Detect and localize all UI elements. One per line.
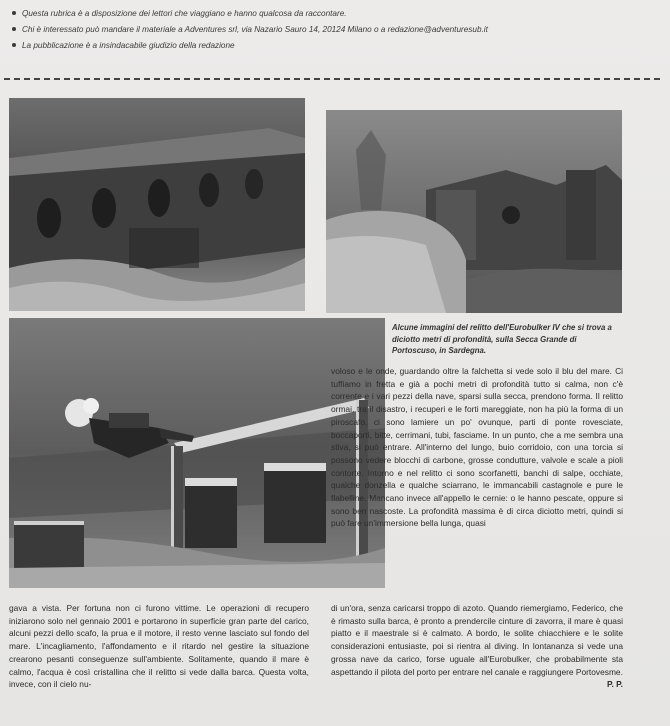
diver-wreck-photo <box>9 318 385 588</box>
article-bottom-left-column <box>9 602 309 691</box>
wreck-hull-photo <box>9 98 305 311</box>
bullet-icon <box>12 11 16 15</box>
note-item: La pubblicazione è a insindacabile giudizio della redazione <box>12 38 652 54</box>
article-right-column <box>331 365 623 530</box>
note-item: Questa rubrica è a disposizione dei lettori che viaggiano e hanno qualcosa da raccontare. <box>12 6 652 22</box>
wreck-debris-photo <box>326 110 622 313</box>
bullet-icon <box>12 27 16 31</box>
article-paragraph: gava a vista. Per fortuna non ci furono vittime. Le operazioni di recupero iniziarono solo nel gennaio 2001 e portarono in superficie gran parte del carico, alcuni pezzi dello scafo, la prua e il motore, il resto venne lasciato sul fondo del mare. L'incagliamento, l'affondamento e il ritardo nel gestire la situazione crearono pesanti conseguenze sull'ambiente. Solitamente, quando il mare è calmo, l'acqua è così cristallina che il relitto si vede dalla barca. Questa volta, invece, con il cielo nu- <box>9 603 309 690</box>
cut-line-divider <box>4 78 660 80</box>
article-paragraph: voloso e le onde, guardando oltre la falchetta si vede solo il blu del mare. Ci tuffiamo in fretta e già a pochi metri di profondità tutto si calma, non c'è corrente e i vari pezzi della nave, sparsi sulla secca, prendono forma. Il relitto ormai, tra il disastro, i recuperi e le forti mareggiate, non ha più la forma di un piroscafo, ci sono lamiere un po' ovunque, parti di ponte rovesciate, boccaporti, bitte, cerrimani, tubi, fasciame. In un punto, che a me sembra una stiva, si può entrare. All'interno del lungo, buio corridoio, con una torcia si possono vedere blocchi di carbone, grosse condutture, valvole e scale a pioli contorte. Intorno e nel relitto ci sono scorfanetti, banchi di salpe, occhiate, qualche donzella e qualche sciarrano, le immancabili castagnole e pure le flabelline. Mancano invece all'appello le cernie: o le hanno pescate, oppure si sono ben nascoste. La profondità massima è di circa diciotto metri, quindi si può fare un'immersione bella lunga, quasi <box>331 366 623 529</box>
bullet-icon <box>12 43 16 47</box>
submission-notes <box>12 6 652 54</box>
article-paragraph: di un'ora, senza caricarsi troppo di azoto. Quando riemergiamo, Federico, che è rimasto sulla barca, è pronto a prendercile cinture di zavorra, il mare è quasi piatto e il maestrale si è calmato. A bordo, le solite chiacchiere e le solite considerazioni entusiaste, poi si rientra al diving. In lontananza si vede una grossa nave da carico, forse uguale all'Eurobulker, che probabilmente sta aspettando il pilota del porto per entrare nel canale e raggiungere Portovesme. P. P. <box>331 603 623 690</box>
note-item: Chi è interessato può mandare il materiale a Adventures srl, via Nazario Sauro 14, 20124 Milano o a redazione@adventuresub.it <box>12 22 652 38</box>
article-bottom-right-column <box>331 602 623 691</box>
photo-caption: Alcune immagini del relitto dell'Eurobulker IV che si trova a diciotto metri di profondità, sulla Secca Grande di Portoscuso, in Sardegna. <box>392 323 612 355</box>
author-signature: P. P. <box>607 679 623 690</box>
